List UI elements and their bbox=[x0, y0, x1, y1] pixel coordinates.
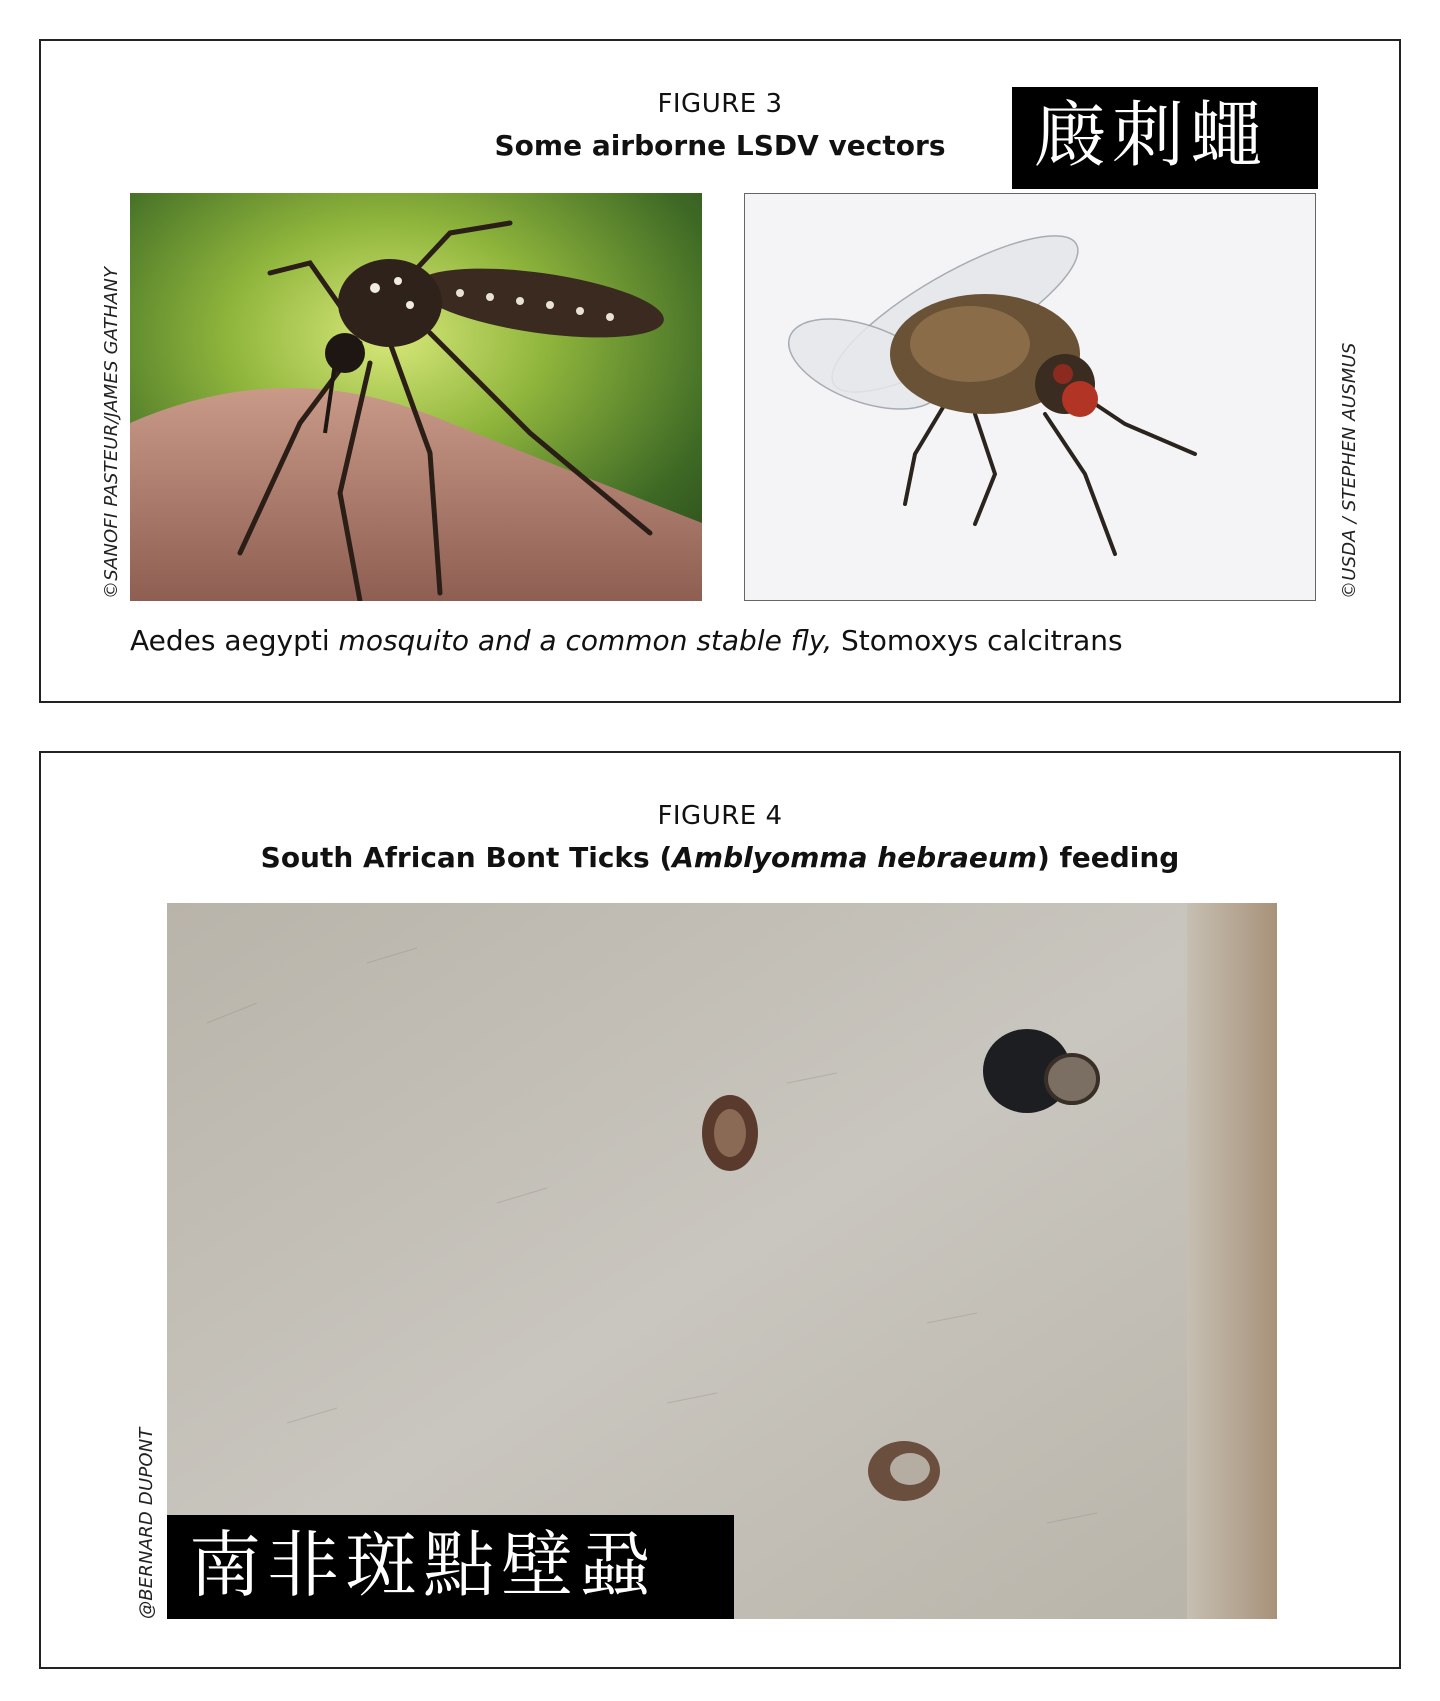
figure-3-label: FIGURE 3 bbox=[657, 89, 783, 119]
caption-middle: mosquito and a common stable fly, bbox=[329, 624, 833, 657]
figure-3-panel bbox=[39, 39, 1401, 703]
caption-species-1: Aedes aegypti bbox=[130, 624, 330, 657]
ticks-photo bbox=[167, 903, 1277, 1619]
figure-4-panel bbox=[39, 751, 1401, 1669]
figure-3-caption bbox=[130, 624, 1123, 657]
figure-3-chinese-label: 廄刺蠅 bbox=[1012, 87, 1318, 189]
mosquito-photo-credit: ©SANOFI PASTEUR/JAMES GATHANY bbox=[101, 266, 122, 599]
fly-photo-credit: ©USDA / STEPHEN AUSMUS bbox=[1339, 342, 1360, 599]
ticks-photo-credit: @BERNARD DUPONT bbox=[136, 1427, 157, 1619]
figure-4-title-after: ) feeding bbox=[1037, 841, 1180, 874]
figure-4-title-before: South African Bont Ticks ( bbox=[260, 841, 673, 874]
caption-species-2: Stomoxys calcitrans bbox=[832, 624, 1123, 657]
stable-fly-photo bbox=[744, 193, 1316, 601]
mosquito-photo bbox=[130, 193, 702, 601]
figure-4-title bbox=[41, 841, 1399, 874]
figure-4-label: FIGURE 4 bbox=[657, 801, 783, 831]
figure-3-title: Some airborne LSDV vectors bbox=[494, 129, 946, 162]
figure-4-title-species: Amblyomma hebraeum bbox=[672, 841, 1038, 874]
figure-4-chinese-label: 南非斑點壁蝨 bbox=[167, 1515, 734, 1619]
